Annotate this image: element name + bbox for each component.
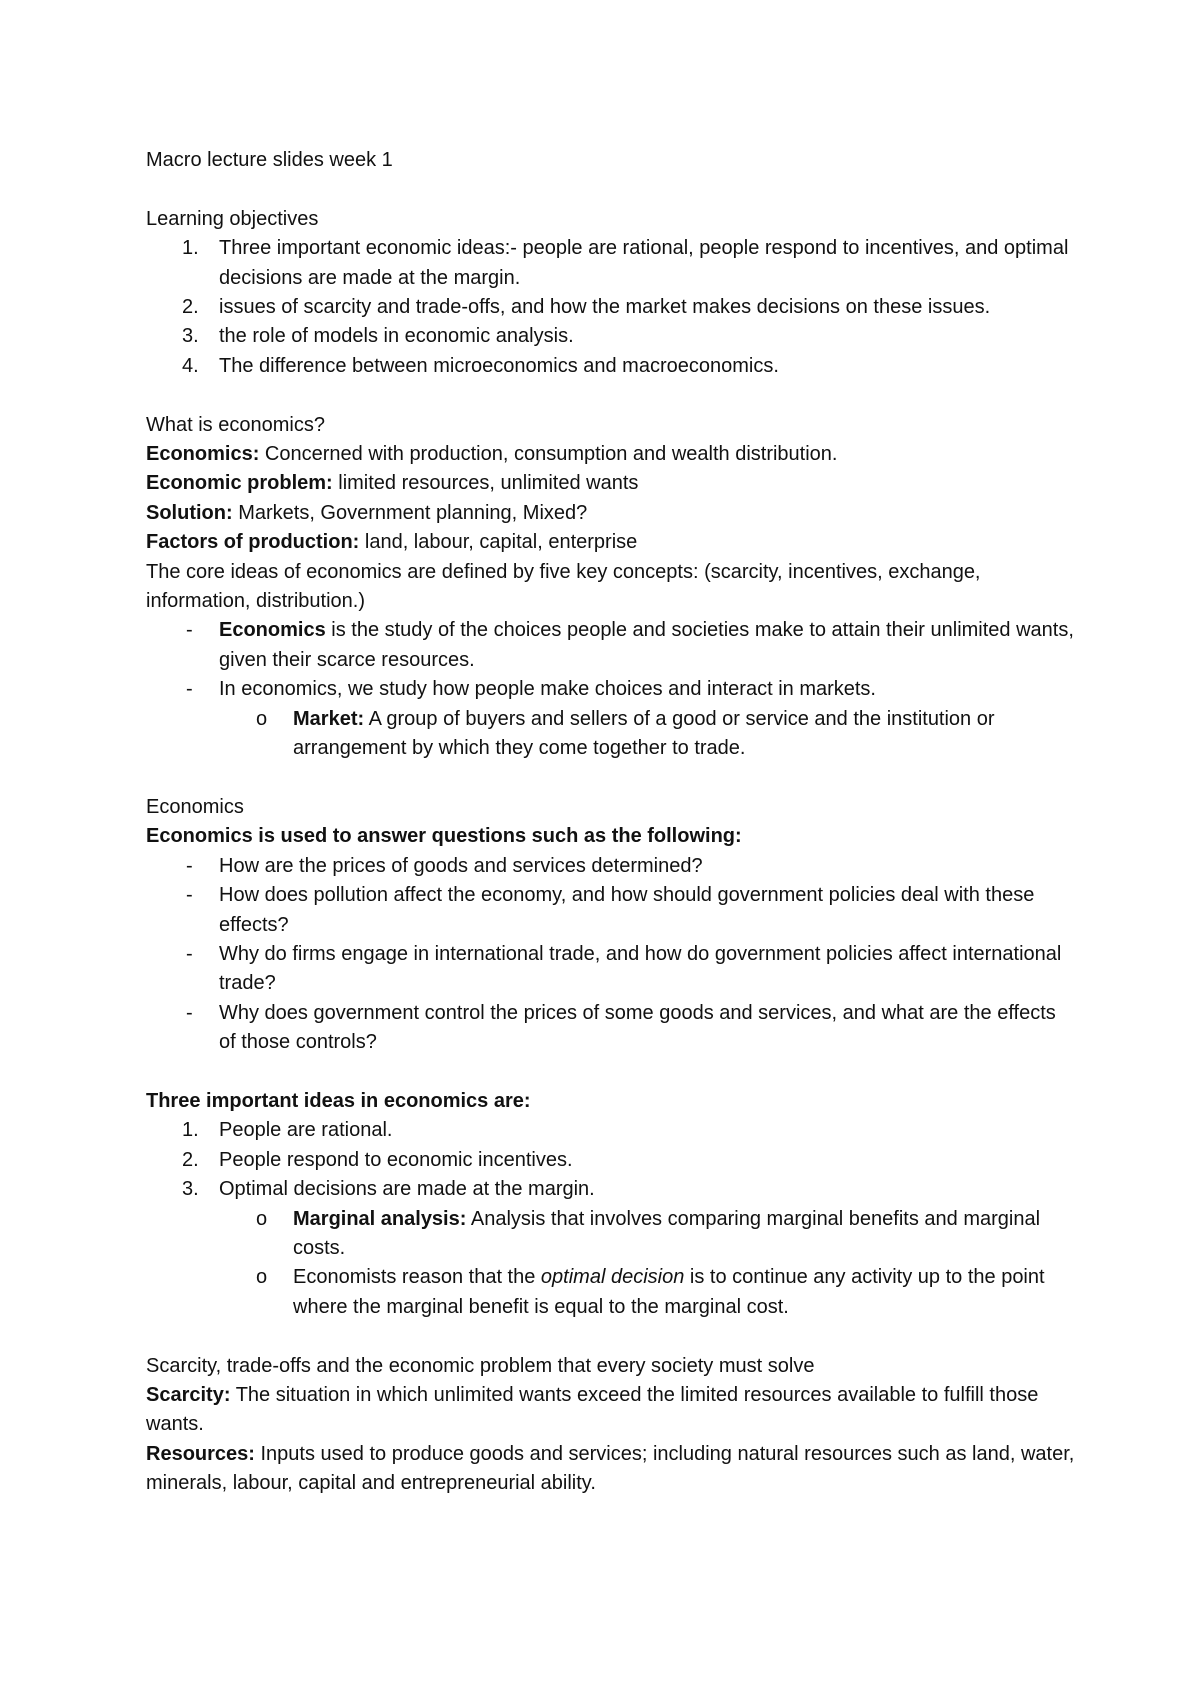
bullet-item (146, 675, 1076, 704)
bullet-item (146, 616, 1076, 675)
list-item (146, 322, 1076, 351)
dash-marker: - (186, 942, 193, 965)
list-item (146, 1146, 1076, 1175)
sub-bullet-item (146, 1263, 1076, 1322)
sub-bullet-text: Marginal analysis: Analysis that involves comparing marginal benefits and marginal costs. (293, 1207, 1041, 1259)
definition (146, 440, 1076, 469)
bullet-text: Why does government control the prices of some goods and services, and what are the effects of those controls? (219, 1001, 1056, 1054)
emphasis-text: optimal decision (540, 1266, 685, 1289)
definition-term: Factors of production: (146, 531, 360, 554)
section-heading: What is economics? (146, 413, 325, 436)
bullet-item (146, 852, 1076, 881)
dash-marker: - (186, 854, 193, 877)
list-text: issues of scarcity and trade-offs, and how the market makes decisions on these issues. (219, 296, 991, 319)
list-number: 4. (182, 354, 199, 377)
bullet-text: How are the prices of goods and services determined? (219, 854, 703, 877)
definition-text: Inputs used to produce goods and services; including natural resources such as land, water, minerals, labour, capital and entrepreneurial ability. (146, 1442, 1075, 1495)
list-text: The difference between microeconomics and macroeconomics. (219, 354, 779, 377)
definition (146, 1381, 1076, 1440)
dash-marker: - (186, 884, 193, 907)
definition-text: The situation in which unlimited wants exceed the limited resources available to fulfill those wants. (146, 1383, 1039, 1436)
bullet-text: Economics is the study of the choices people and societies make to attain their unlimited wants, given their scarce resources. (219, 619, 1074, 671)
circle-marker: o (256, 1207, 268, 1230)
bullet-term: Market: (293, 707, 365, 730)
list-number: 3. (182, 1178, 199, 1201)
core-ideas-text: The core ideas of economics are defined by five key concepts: (scarcity, incentives, exchange, information, distribution.) (146, 560, 981, 613)
definition-text: Markets, Government planning, Mixed? (232, 501, 588, 524)
section-subheading: Economics is used to answer questions such as the following: (146, 825, 742, 848)
dash-marker: - (186, 1001, 193, 1024)
list-number: 2. (182, 1148, 199, 1171)
bullet-text: In economics, we study how people make choices and interact in markets. (219, 678, 876, 701)
list-item (146, 1175, 1076, 1204)
definition-term: Scarcity: (146, 1383, 231, 1406)
bullet-term: Marginal analysis: (293, 1207, 467, 1230)
list-text: People respond to economic incentives. (219, 1148, 573, 1171)
document-page (146, 146, 1076, 1499)
definition (146, 1440, 1076, 1499)
definition-term: Solution: (146, 501, 233, 524)
list-item (146, 1116, 1076, 1145)
bullet-item (146, 999, 1076, 1058)
definition-text: land, labour, capital, enterprise (359, 531, 638, 554)
list-text: People are rational. (219, 1119, 393, 1142)
definition (146, 528, 1076, 557)
objectives-heading: Learning objectives (146, 207, 319, 230)
circle-marker: o (256, 707, 268, 730)
list-number: 2. (182, 296, 199, 319)
sub-bullet-text: Economists reason that the optimal decision is to continue any activity up to the point where the marginal benefit is equal to the marginal cost. (293, 1266, 1045, 1318)
circle-marker: o (256, 1266, 268, 1289)
bullet-text: Why do firms engage in international trade, and how do government policies affect international trade? (219, 942, 1062, 995)
definition-term: Economic problem: (146, 472, 333, 495)
definition-term: Economics: (146, 443, 260, 466)
definition (146, 469, 1076, 498)
definition-text: limited resources, unlimited wants (332, 472, 639, 495)
dash-marker: - (186, 678, 193, 701)
sub-bullet-item (146, 1205, 1076, 1264)
sub-bullet-item (146, 705, 1076, 764)
list-number: 1. (182, 237, 199, 260)
document-title: Macro lecture slides week 1 (146, 149, 393, 171)
list-text: the role of models in economic analysis. (219, 325, 574, 348)
list-number: 3. (182, 325, 199, 348)
definition-text: Concerned with production, consumption and wealth distribution. (259, 443, 838, 466)
dash-marker: - (186, 619, 193, 642)
list-item (146, 293, 1076, 322)
definition-term: Resources: (146, 1442, 255, 1465)
sub-bullet-text: Market: A group of buyers and sellers of a good or service and the institution or arrangement by which they come together to trade. (293, 707, 995, 760)
definition (146, 499, 1076, 528)
section-heading: Economics (146, 795, 244, 818)
bullet-item (146, 881, 1076, 940)
list-item (146, 352, 1076, 381)
section-heading: Scarcity, trade-offs and the economic problem that every society must solve (146, 1354, 815, 1377)
list-number: 1. (182, 1119, 199, 1142)
list-text: Three important economic ideas:- people are rational, people respond to incentives, and optimal decisions are made at the margin. (219, 237, 1069, 289)
bullet-text: How does pollution affect the economy, and how should government policies deal with these effects? (219, 884, 1035, 936)
list-text: Optimal decisions are made at the margin. (219, 1178, 595, 1201)
section-heading: Three important ideas in economics are: (146, 1089, 531, 1112)
list-item (146, 234, 1076, 293)
bullet-term: Economics (219, 619, 326, 642)
bullet-item (146, 940, 1076, 999)
